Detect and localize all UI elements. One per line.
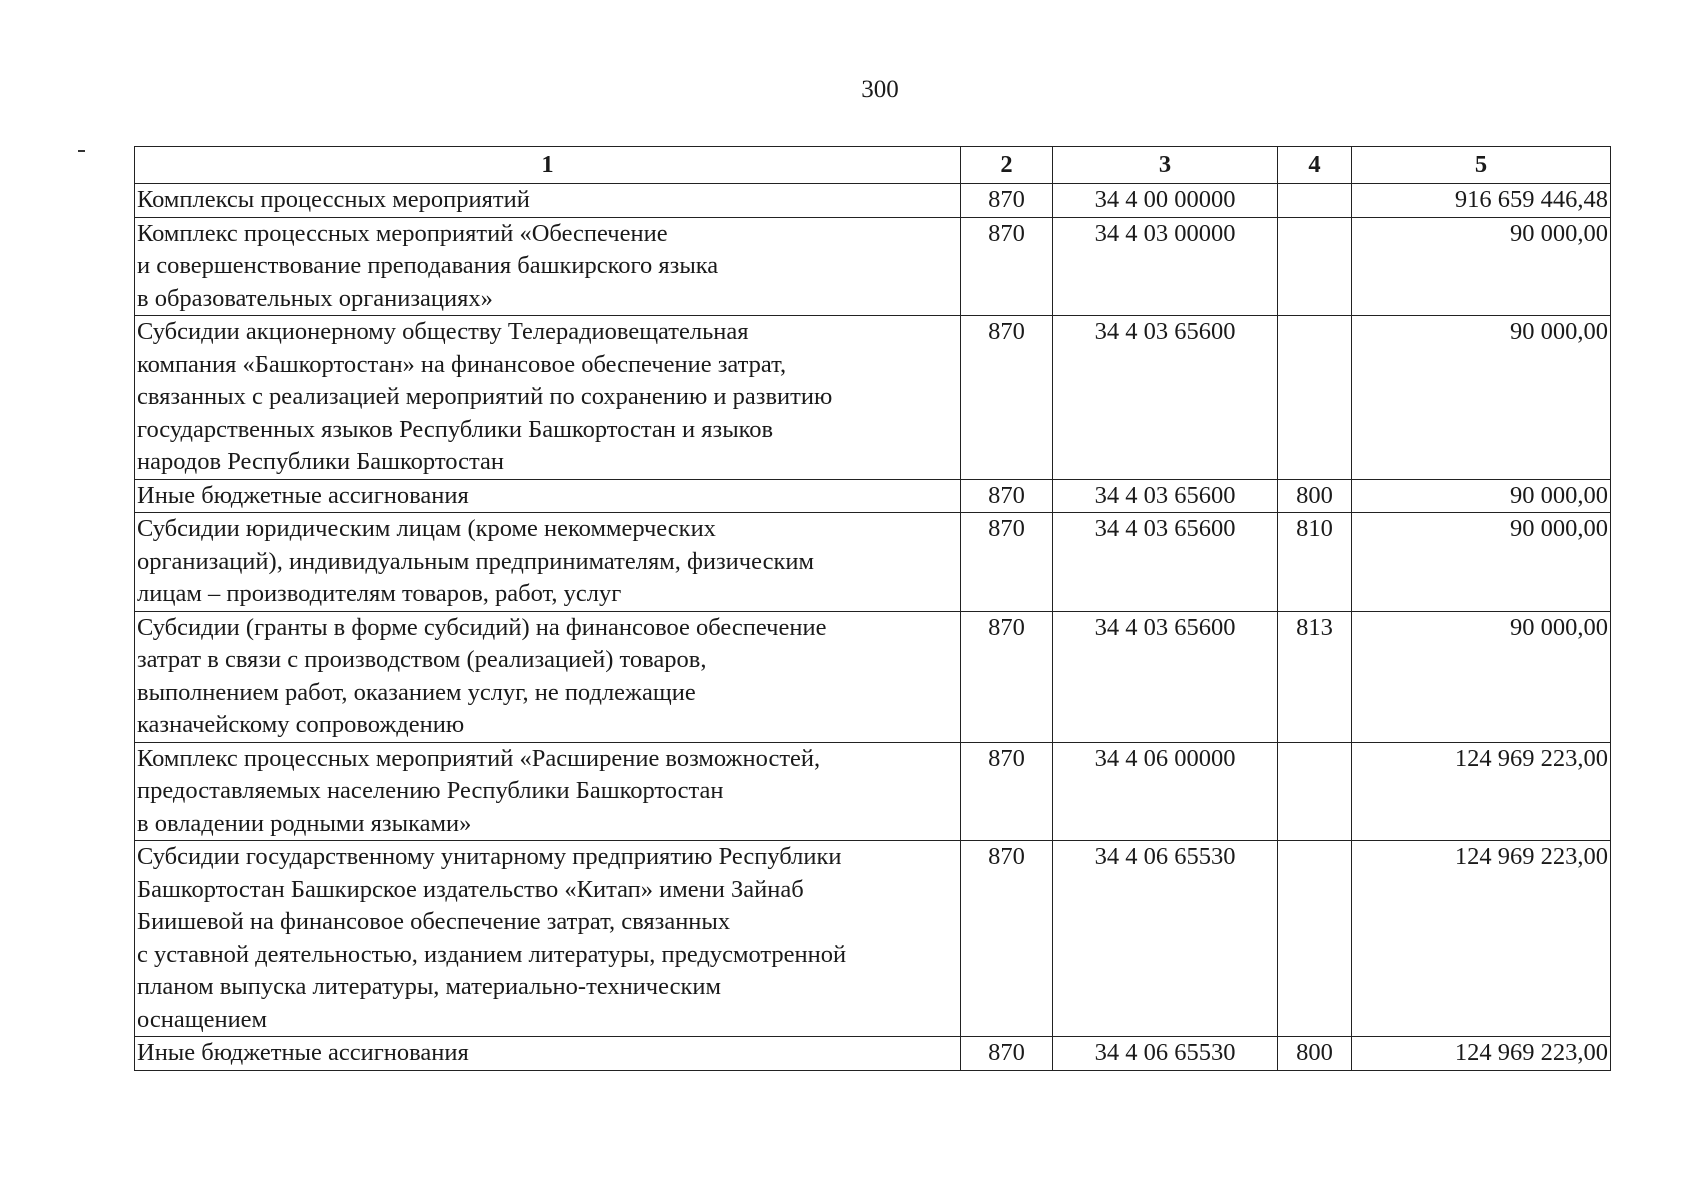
row-name: Комплекс процессных мероприятий «Расширение возможностей, предоставляемых населению Республики Башкортостан в овладении родными языками» <box>135 742 961 841</box>
row-col-4 <box>1278 217 1352 316</box>
row-col-2: 870 <box>961 513 1053 612</box>
table-row <box>135 316 1611 480</box>
row-col-2: 870 <box>961 217 1053 316</box>
row-col-3: 34 4 03 65600 <box>1053 513 1278 612</box>
row-col-5: 916 659 446,48 <box>1352 184 1611 218</box>
row-col-2: 870 <box>961 184 1053 218</box>
budget-table <box>134 146 1611 1071</box>
row-col-4: 810 <box>1278 513 1352 612</box>
row-col-5: 90 000,00 <box>1352 316 1611 480</box>
row-col-4: 813 <box>1278 611 1352 742</box>
row-col-3: 34 4 00 00000 <box>1053 184 1278 218</box>
row-col-3: 34 4 06 65530 <box>1053 1037 1278 1071</box>
row-col-5: 124 969 223,00 <box>1352 841 1611 1037</box>
row-col-3: 34 4 06 00000 <box>1053 742 1278 841</box>
table-row <box>135 742 1611 841</box>
row-name: Иные бюджетные ассигнования <box>135 479 961 513</box>
row-col-4 <box>1278 184 1352 218</box>
header-col-5: 5 <box>1352 147 1611 184</box>
table-row <box>135 841 1611 1037</box>
table-row <box>135 513 1611 612</box>
table-row <box>135 1037 1611 1071</box>
row-col-3: 34 4 03 65600 <box>1053 316 1278 480</box>
header-col-3: 3 <box>1053 147 1278 184</box>
row-name: Иные бюджетные ассигнования <box>135 1037 961 1071</box>
row-name: Субсидии (гранты в форме субсидий) на финансовое обеспечение затрат в связи с производством (реализацией) товаров, выполнением работ, оказанием услуг, не подлежащие казначейскому сопровождению <box>135 611 961 742</box>
row-col-2: 870 <box>961 316 1053 480</box>
row-col-5: 90 000,00 <box>1352 611 1611 742</box>
row-col-5: 124 969 223,00 <box>1352 1037 1611 1071</box>
row-col-5: 90 000,00 <box>1352 513 1611 612</box>
row-col-2: 870 <box>961 841 1053 1037</box>
row-col-2: 870 <box>961 479 1053 513</box>
table-row <box>135 479 1611 513</box>
row-col-3: 34 4 03 65600 <box>1053 611 1278 742</box>
margin-mark <box>78 150 85 152</box>
row-col-2: 870 <box>961 1037 1053 1071</box>
header-col-1: 1 <box>135 147 961 184</box>
row-col-3: 34 4 03 00000 <box>1053 217 1278 316</box>
row-col-3: 34 4 03 65600 <box>1053 479 1278 513</box>
header-col-2: 2 <box>961 147 1053 184</box>
table-row <box>135 611 1611 742</box>
row-col-3: 34 4 06 65530 <box>1053 841 1278 1037</box>
row-col-5: 124 969 223,00 <box>1352 742 1611 841</box>
row-col-4: 800 <box>1278 1037 1352 1071</box>
row-col-4 <box>1278 316 1352 480</box>
row-name: Субсидии акционерному обществу Телерадиовещательная компания «Башкортостан» на финансовое обеспечение затрат, связанных с реализацией мероприятий по сохранению и развитию государственных языков Республики Башкортостан и языков народов Республики Башкортостан <box>135 316 961 480</box>
page-number: 300 <box>861 76 899 103</box>
row-col-4 <box>1278 742 1352 841</box>
table-row <box>135 217 1611 316</box>
row-col-2: 870 <box>961 611 1053 742</box>
row-name: Комплекс процессных мероприятий «Обеспечение и совершенствование преподавания башкирского языка в образовательных организациях» <box>135 217 961 316</box>
row-name: Субсидии юридическим лицам (кроме некоммерческих организаций), индивидуальным предпринимателям, физическим лицам – производителям товаров, работ, услуг <box>135 513 961 612</box>
row-col-4: 800 <box>1278 479 1352 513</box>
row-col-5: 90 000,00 <box>1352 479 1611 513</box>
row-col-2: 870 <box>961 742 1053 841</box>
row-name: Субсидии государственному унитарному предприятию Республики Башкортостан Башкирское издательство «Китап» имени Зайнаб Биишевой на финансовое обеспечение затрат, связанных с уставной деятельностью, изданием литературы, предусмотренной планом выпуска литературы, материально-техническим оснащением <box>135 841 961 1037</box>
header-col-4: 4 <box>1278 147 1352 184</box>
table-header-row <box>135 147 1611 184</box>
table-row <box>135 184 1611 218</box>
row-col-4 <box>1278 841 1352 1037</box>
row-col-5: 90 000,00 <box>1352 217 1611 316</box>
row-name: Комплексы процессных мероприятий <box>135 184 961 218</box>
